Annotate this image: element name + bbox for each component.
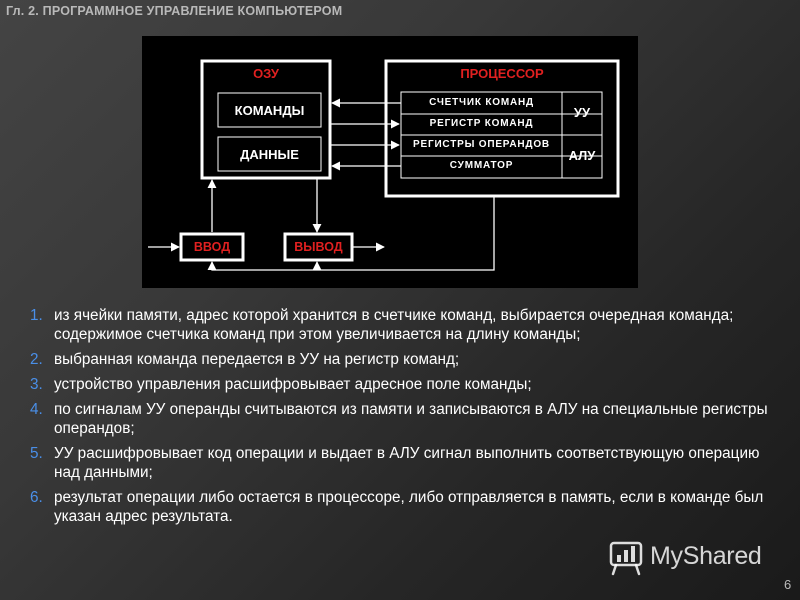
step-number: 5. (30, 445, 43, 462)
page-header: Гл. 2. ПРОГРАММНОЕ УПРАВЛЕНИЕ КОМПЬЮТЕРОМ (6, 4, 343, 18)
register-operands-label: РЕГИСТРЫ ОПЕРАНДОВ (413, 139, 550, 150)
step-number: 1. (30, 307, 43, 324)
computer-architecture-diagram (142, 36, 638, 288)
myshared-watermark (608, 536, 762, 576)
step-text: результат операции либо остается в процессоре, либо отправляется в память, если в команде был указан адрес результата. (54, 489, 764, 525)
ram-title: ОЗУ (253, 66, 279, 81)
control-unit-label: УУ (573, 105, 591, 120)
ram-data-label: ДАННЫЕ (240, 147, 299, 162)
myshared-logo-icon (608, 536, 644, 576)
list-item (30, 400, 775, 438)
step-text: УУ расшифровывает код операции и выдает в АЛУ сигнал выполнить соответствующую операцию над данными; (54, 445, 760, 481)
execution-steps-list (30, 306, 775, 532)
watermark-text: MyShared (650, 541, 762, 570)
ram-commands-label: КОМАНДЫ (234, 103, 305, 118)
output-label: ВЫВОД (294, 240, 343, 254)
step-text: выбранная команда передается в УУ на регистр команд; (54, 351, 460, 368)
list-item (30, 350, 775, 369)
list-item (30, 488, 775, 526)
step-number: 4. (30, 401, 43, 418)
page-number: 6 (784, 577, 792, 592)
register-accumulator-label: СУММАТОР (449, 160, 514, 171)
step-number: 6. (30, 489, 43, 506)
list-item (30, 306, 775, 344)
list-item (30, 375, 775, 394)
register-command-label: РЕГИСТР КОМАНД (429, 118, 534, 129)
step-number: 3. (30, 376, 43, 393)
register-counter-label: СЧЕТЧИК КОМАНД (429, 97, 534, 108)
step-text: устройство управления расшифровывает адресное поле команды; (54, 376, 532, 393)
alu-label: АЛУ (568, 148, 596, 163)
list-item (30, 444, 775, 482)
step-text: по сигналам УУ операнды считываются из памяти и записываются в АЛУ на специальные регистры операндов; (54, 401, 768, 437)
input-label: ВВОД (193, 240, 231, 254)
cpu-title: ПРОЦЕССОР (460, 66, 544, 81)
step-number: 2. (30, 351, 43, 368)
step-text: из ячейки памяти, адрес которой хранится в счетчике команд, выбирается очередная команда; содержимое счетчика команд при этом увеличивается на длину команды; (54, 307, 734, 343)
